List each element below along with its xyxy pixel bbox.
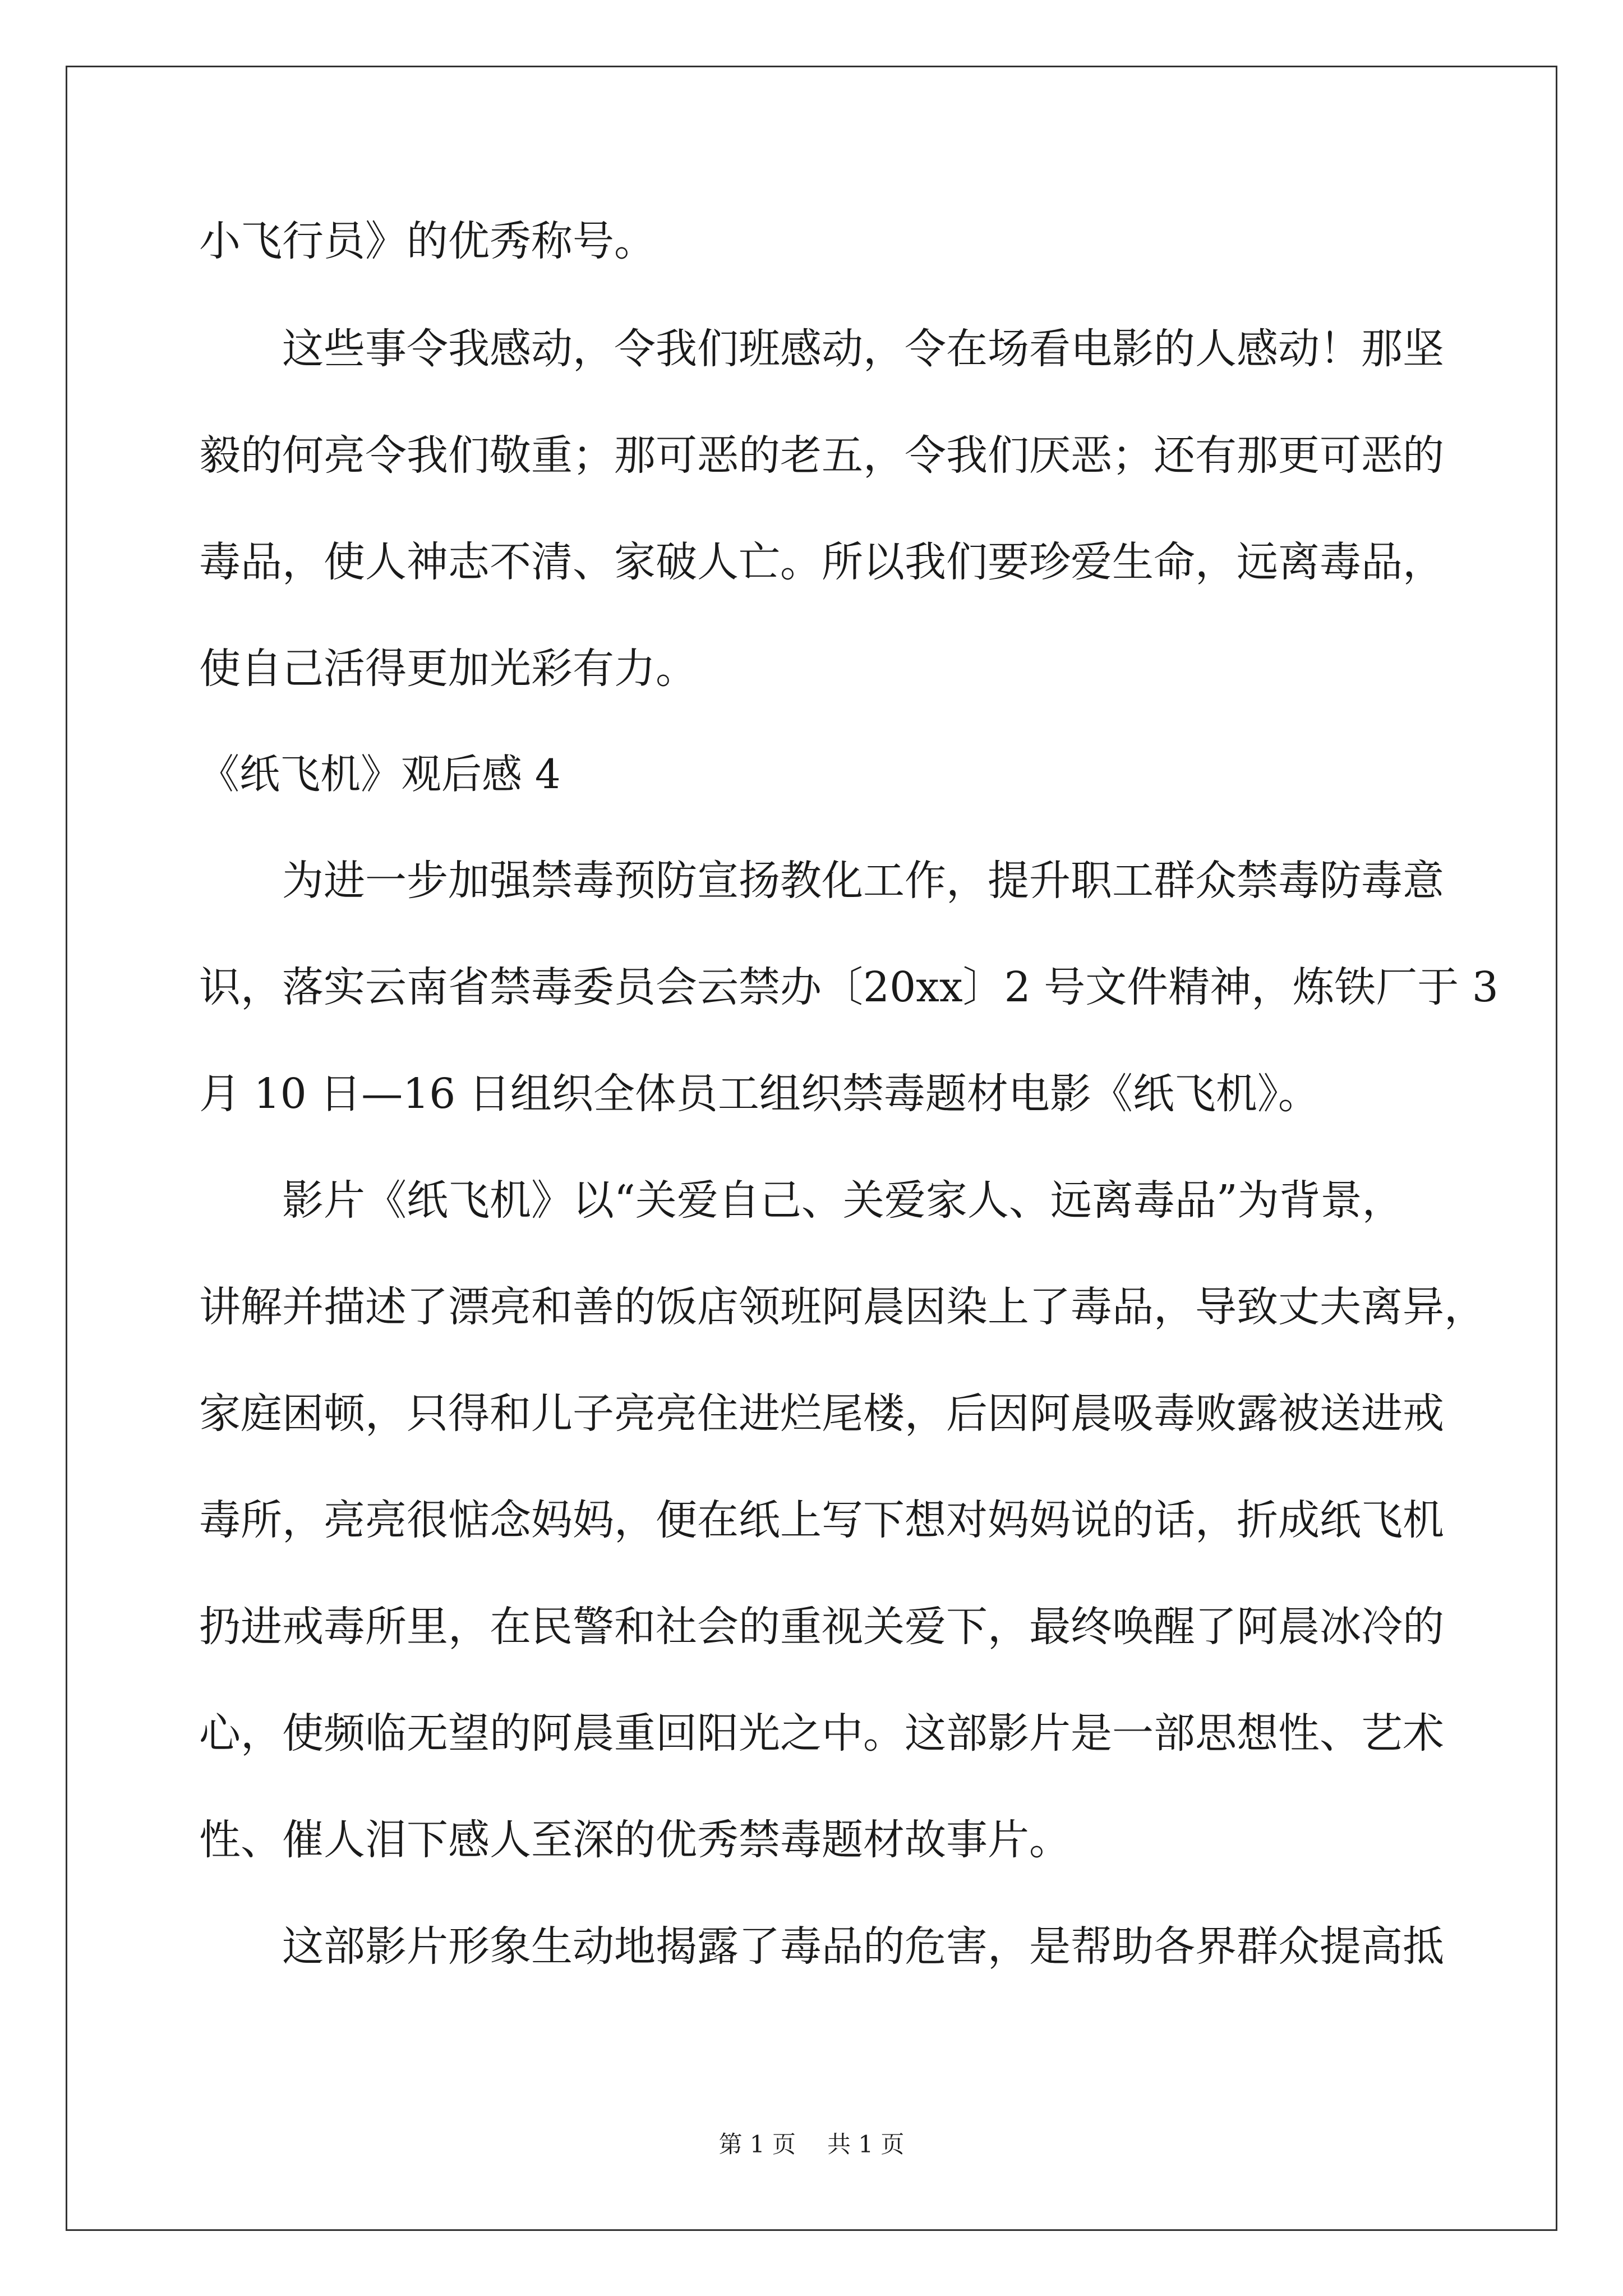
section-heading: 《纸飞机》观后感 4 [199, 751, 561, 798]
text-line: 扔进戒毒所里，在民警和社会的重视关爱下，最终唤醒了阿晨冰冷的 [199, 1603, 1444, 1651]
text-line: 这部影片形象生动地揭露了毒品的危害，是帮助各界群众提高抵 [282, 1922, 1444, 1971]
text-line: 影片《纸飞机》以“关爱自己、关爱家人、远离毒品”为背景， [282, 1176, 1404, 1225]
text-line: 毅的何亮令我们敬重；那可恶的老五，令我们厌恶；还有那更可恶的 [199, 431, 1444, 480]
text-line: 使自己活得更加光彩有力。 [199, 645, 697, 693]
text-line: 这些事令我感动，令我们班感动，令在场看电影的人感动！那坚 [282, 325, 1444, 373]
text-line: 毒品，使人神志不清、家破人亡。所以我们要珍爱生命，远离毒品， [199, 538, 1444, 586]
page-number: 第 1 页 [718, 2131, 796, 2158]
page-border [66, 66, 1557, 2231]
text-line: 性、催人泪下感人至深的优秀禁毒题材故事片。 [199, 1816, 1071, 1864]
text-line: 家庭困顿，只得和儿子亮亮住进烂尾楼，后因阿晨吸毒败露被送进戒 [199, 1389, 1444, 1438]
page-total: 共 1 页 [827, 2131, 905, 2158]
text-line: 识，落实云南省禁毒委员会云禁办〔20xx〕2 号文件精神，炼铁厂于 3 [199, 963, 1498, 1011]
text-line: 心，使频临无望的阿晨重回阳光之中。这部影片是一部思想性、艺术 [199, 1709, 1444, 1757]
page-footer [0, 2128, 1623, 2161]
text-line: 为进一步加强禁毒预防宣扬教化工作，提升职工群众禁毒防毒意 [282, 857, 1444, 905]
text-line: 毒所，亮亮很惦念妈妈，便在纸上写下想对妈妈说的话，折成纸飞机 [199, 1496, 1444, 1544]
text-line: 小飞行员》的优秀称号。 [199, 217, 656, 265]
text-line: 讲解并描述了漂亮和善的饭店领班阿晨因染上了毒品，导致丈夫离异， [199, 1283, 1486, 1331]
text-line: 月 10 日—16 日组织全体员工组织禁毒题材电影《纸飞机》。 [199, 1070, 1320, 1118]
